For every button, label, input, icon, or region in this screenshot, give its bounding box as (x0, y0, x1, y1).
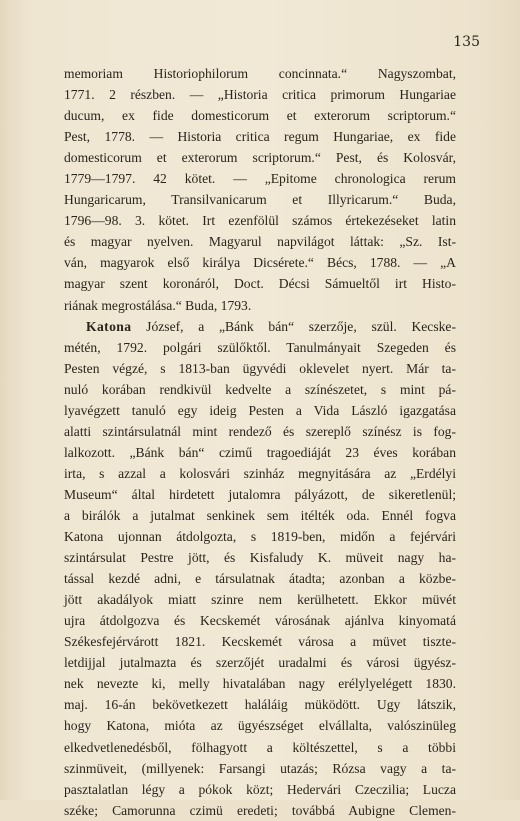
text-line: ván, magyarok első királya Dicsérete.“ Bécs, 1788. — „A (64, 255, 456, 271)
text-line: elkedvetlenedésből, fölhagyott a költészettel, s a többi (64, 739, 456, 755)
text-line: alatti szintársulatnál mint rendező és szereplő színész is fog- (64, 423, 456, 439)
text-line: Székesfejérvárott 1821. Kecskemét városa a müvet tiszte- (64, 634, 456, 650)
text-line: domesticorum et exterorum scriptorum.“ Pest, és Kolosvár, (64, 150, 456, 166)
text-line: métén, 1792. polgári szülőktől. Tanulmányait Szegeden és (64, 339, 456, 355)
text-line: nek nevezte ki, melly hivatalában nagy erélylyelégett 1830. (64, 676, 456, 692)
entry-name: Katona (86, 318, 132, 334)
text-line: tással kezdé adni, e társulatnak átadta; azonban a közbe- (64, 571, 456, 587)
text-line: 1779—1797. 42 kötet. — „Epitome chronologica rerum (64, 171, 456, 187)
entry-first-line (64, 316, 456, 337)
text-line: Pesten végzé, s 1813-ban ügyvédi oklevelet nyert. Már ta- (64, 360, 456, 376)
text-line: Hungaricarum, Transilvanicarum et Illyricarum.“ Buda, (64, 192, 456, 208)
text-line: szintársulat Pestre jött, és Kisfaludy K. müveit nagy ha- (64, 550, 456, 566)
text-line: 1771. 2 részben. — „Historia critica primorum Hungariae (64, 87, 456, 103)
text-line: jött akadályok miatt szinre nem kerülhetett. Ekkor müvét (64, 592, 456, 608)
entry-first-line-text: József, a „Bánk bán“ szerzője, szül. Kecske- (131, 318, 456, 334)
text-line: irta, s azzal a kolosvári szinház megnyitására az „Erdélyi (64, 465, 456, 481)
page-number: 135 (453, 34, 480, 50)
text-line: a birálók a jutalmat senkinek sem itélték oda. Ennél fogva (64, 507, 456, 523)
text-line: memoriam Historiophilorum concinnata.“ Nagyszombat, (64, 66, 456, 81)
text-line: és magyar nyelven. Magyarul napvilágot láttak: „Sz. Ist- (64, 234, 456, 250)
text-line: Museum“ által hirdetett jutalomra pályázott, de sikeretlenül; (64, 486, 456, 502)
text-line: Pest, 1778. — Historia critica regum Hungariae, ex fide (64, 129, 456, 145)
text-line: lyavégzett tanuló egy ideig Pesten a Vida László igazgatása (64, 402, 456, 418)
text-line: hogy Katona, mióta az ügyészséget elvállalta, valószinüleg (64, 718, 456, 734)
text-line: széke; Camorunna czimü eredeti; továbbá Aubigne Clemen- (64, 802, 456, 818)
text-line: ducum, ex fide domesticorum et exterorum scriptorum.“ (64, 108, 456, 124)
text-line: szinmüveit, (millyenek: Farsangi utazás; Rózsa vagy a ta- (64, 760, 456, 776)
text-line: lalkozott. „Bánk bán“ czimű tragoediáját 23 éves korában (64, 444, 456, 460)
text-line: magyar szent koronáról, Doct. Décsi Sámueltől irt Histo- (64, 276, 456, 292)
text-line: nuló korában rendkivül kedvelte a színészetet, s mint pá- (64, 381, 456, 397)
text-line: 1796—98. 3. kötet. Irt ezenfölül számos értekezéseket latin (64, 213, 456, 229)
text-line: maj. 16-án bekövetkezett haláláig müködött. Ugy látszik, (64, 697, 456, 713)
text-line: ujra átdolgozva és Kecskemét városának ajánlva kinyomatá (64, 613, 456, 629)
text-line: pasztalatlan légy a pókok közt; Hedervári Czeczilia; Lucza (64, 781, 456, 797)
text-line: letdijjal jutalmazta és szerzőjét uradalmi és városi ügyész- (64, 655, 456, 671)
text-line: Katona ujonnan átdolgozta, s 1819-ben, midőn a fejérvári (64, 529, 456, 545)
body-text (64, 63, 456, 821)
text-line: riának megrostálása.“ Buda, 1793. (64, 297, 252, 313)
